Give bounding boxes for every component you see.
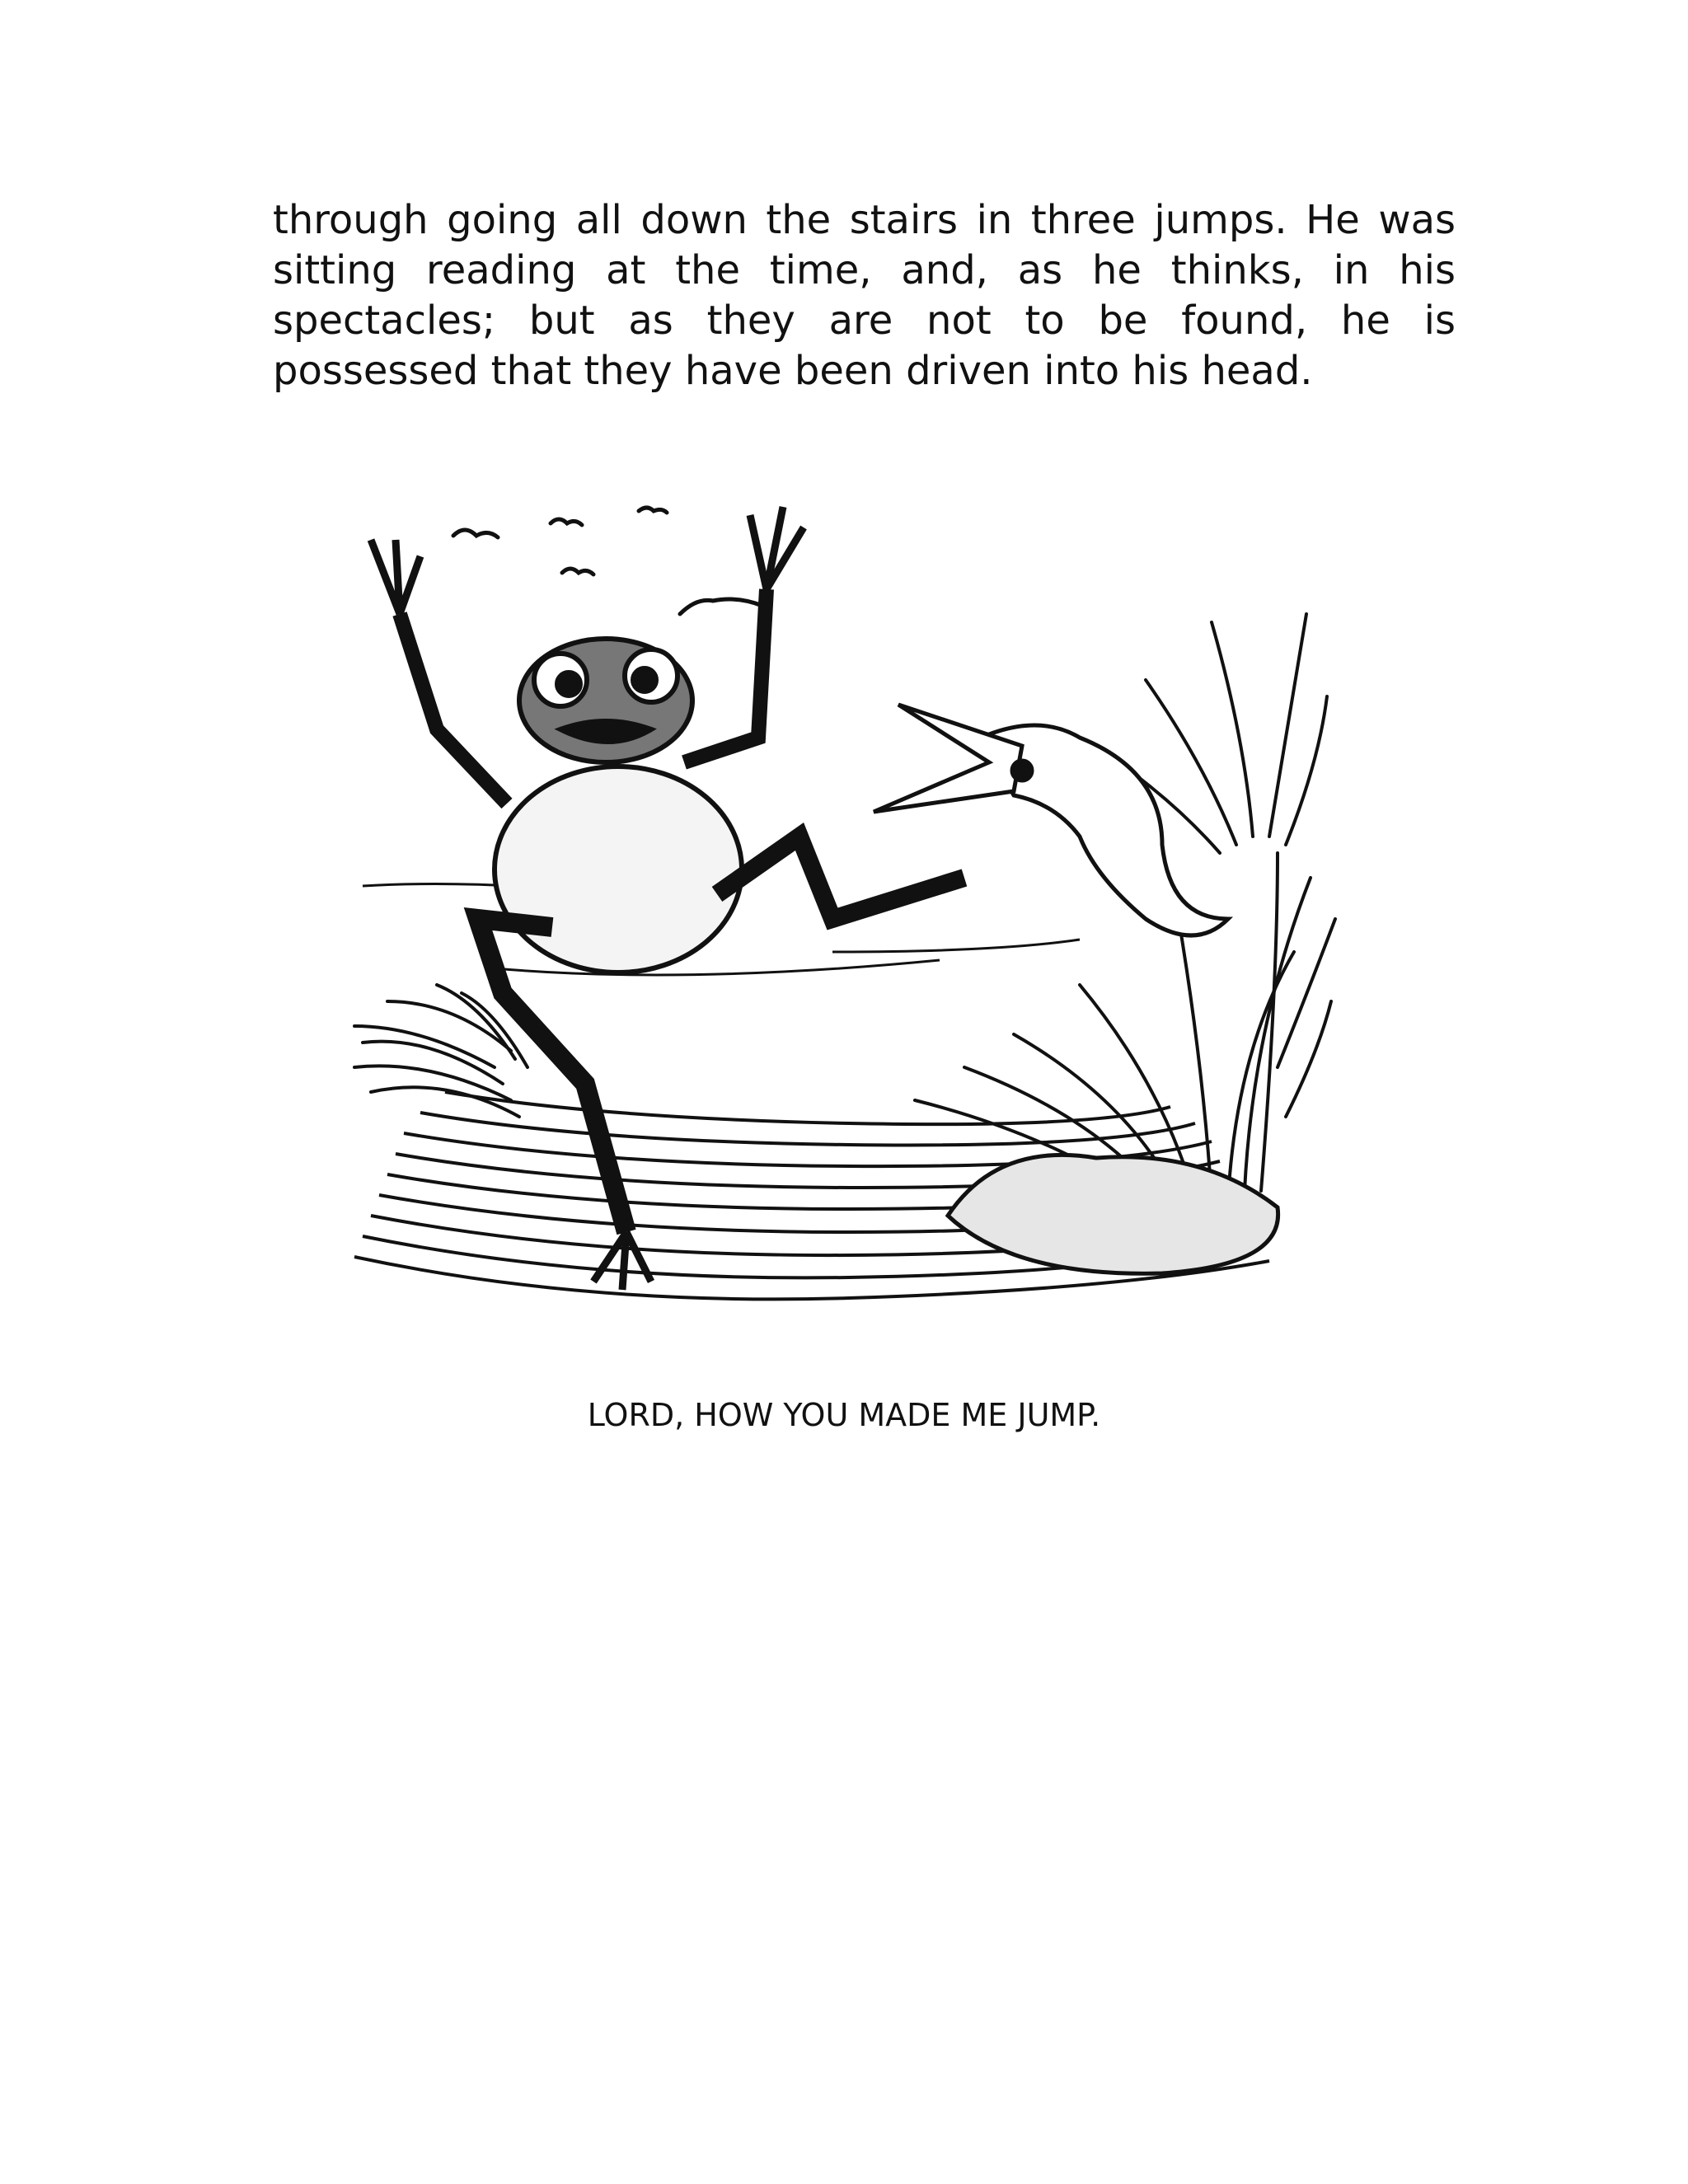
duck-icon [874,705,1228,935]
frog-and-duck-engraving [338,490,1343,1364]
right-reeds [915,614,1335,1199]
frog-icon [371,507,964,1290]
body-paragraph: through going all down the stairs in three jumps. He was sitting reading at the time, and, as he thinks, in his spectacles; but as they are not to be found, he is possessed that they have been driven into his head. [273,197,1456,394]
birds-icon [453,508,762,614]
illustration-caption: LORD, HOW YOU MADE ME JUMP. [587,1397,1101,1433]
